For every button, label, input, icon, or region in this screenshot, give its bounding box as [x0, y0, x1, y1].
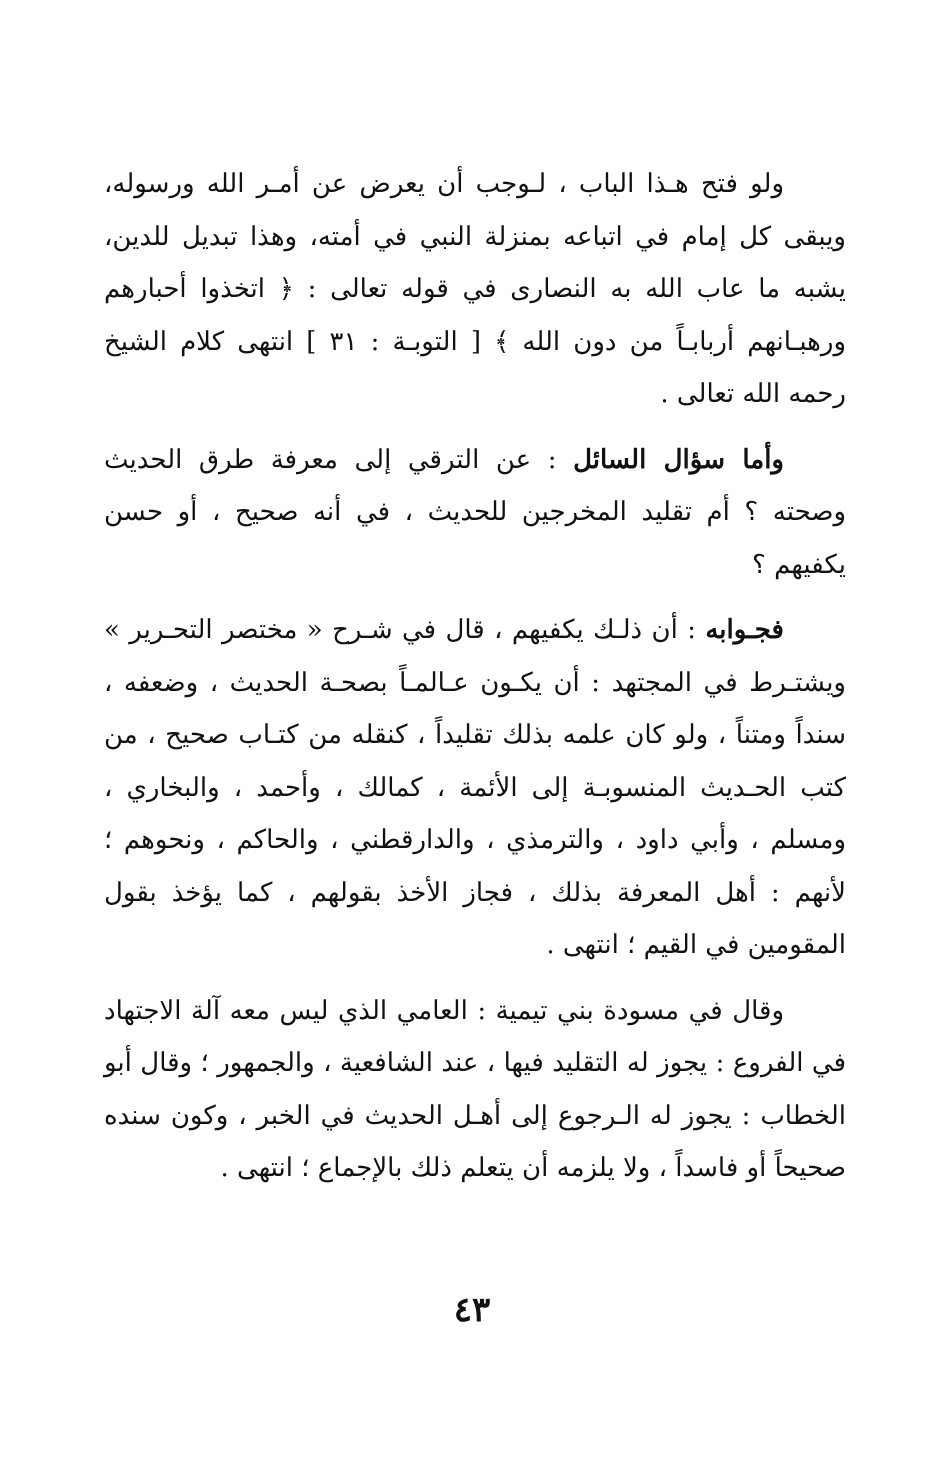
- paragraph-1: [104, 158, 846, 421]
- paragraph-2: [104, 434, 846, 592]
- paragraph-3-text: : أن ذلـك يكفيهم ، قال في شـرح « مختصر التحـرير » ويشتـرط في المجتهد : أن يكـون عـالمـاً بصحـة الحديث ، وضعفه ، سنداً ومتناً ، ولو كان علمه بذلك تقليداً ، كنقله من كتـاب صحيح ، من كتب الحـديث المنسوبـة إلى الأئمة ، كمالك ، وأحمد ، والبخاري ، ومسلم ، وأبي داود ، والترمذي ، والدارقطني ، والحاكم ، ونحوهم ؛ لأنهم : أهل المعرفة بذلك ، فجاز الأخذ بقولهم ، كما يؤخذ بقول المقومين في القيم ؛ انتهى .: [104, 615, 846, 960]
- paragraph-2-text: : عن الترقي إلى معرفة طرق الحديث وصحته ؟ أم تقليد المخرجين للحديث ، في أنه صحيح ، أو حسن يكفيهم ؟: [104, 444, 846, 580]
- paragraph-3-lead: فجـوابه: [705, 615, 784, 645]
- paragraph-1-text: ولو فتح هـذا الباب ، لـوجب أن يعرض عن أمـر الله ورسوله، ويبقى كل إمام في اتباعه بمنزلة النبي في أمته، وهذا تبديل للدين، يشبه ما عاب الله به النصارى في قوله تعالى : ﴿ اتخذوا أحبارهم ورهبـانهم أربابـاً من دون الله ﴾ [ التوبـة : ٣١ ] انتهى كلام الشيخ رحمه الله تعالى .: [104, 169, 846, 409]
- page-number: ٤٣: [453, 1290, 491, 1330]
- page-body: [104, 158, 846, 1195]
- paragraph-3: [104, 604, 846, 972]
- paragraph-4: [104, 985, 846, 1195]
- paragraph-4-text: وقال في مسودة بني تيمية : العامي الذي ليس معه آلة الاجتهاد في الفروع : يجوز له التقليد فيها ، عند الشافعية ، والجمهور ؛ وقال أبو الخطاب : يجوز له الـرجوع إلى أهـل الحديث في الخبر ، وكون سنده صحيحاً أو فاسداً ، ولا يلزمه أن يتعلم ذلك بالإجماع ؛ انتهى .: [104, 995, 846, 1183]
- paragraph-2-lead: وأما سؤال السائل: [573, 444, 784, 475]
